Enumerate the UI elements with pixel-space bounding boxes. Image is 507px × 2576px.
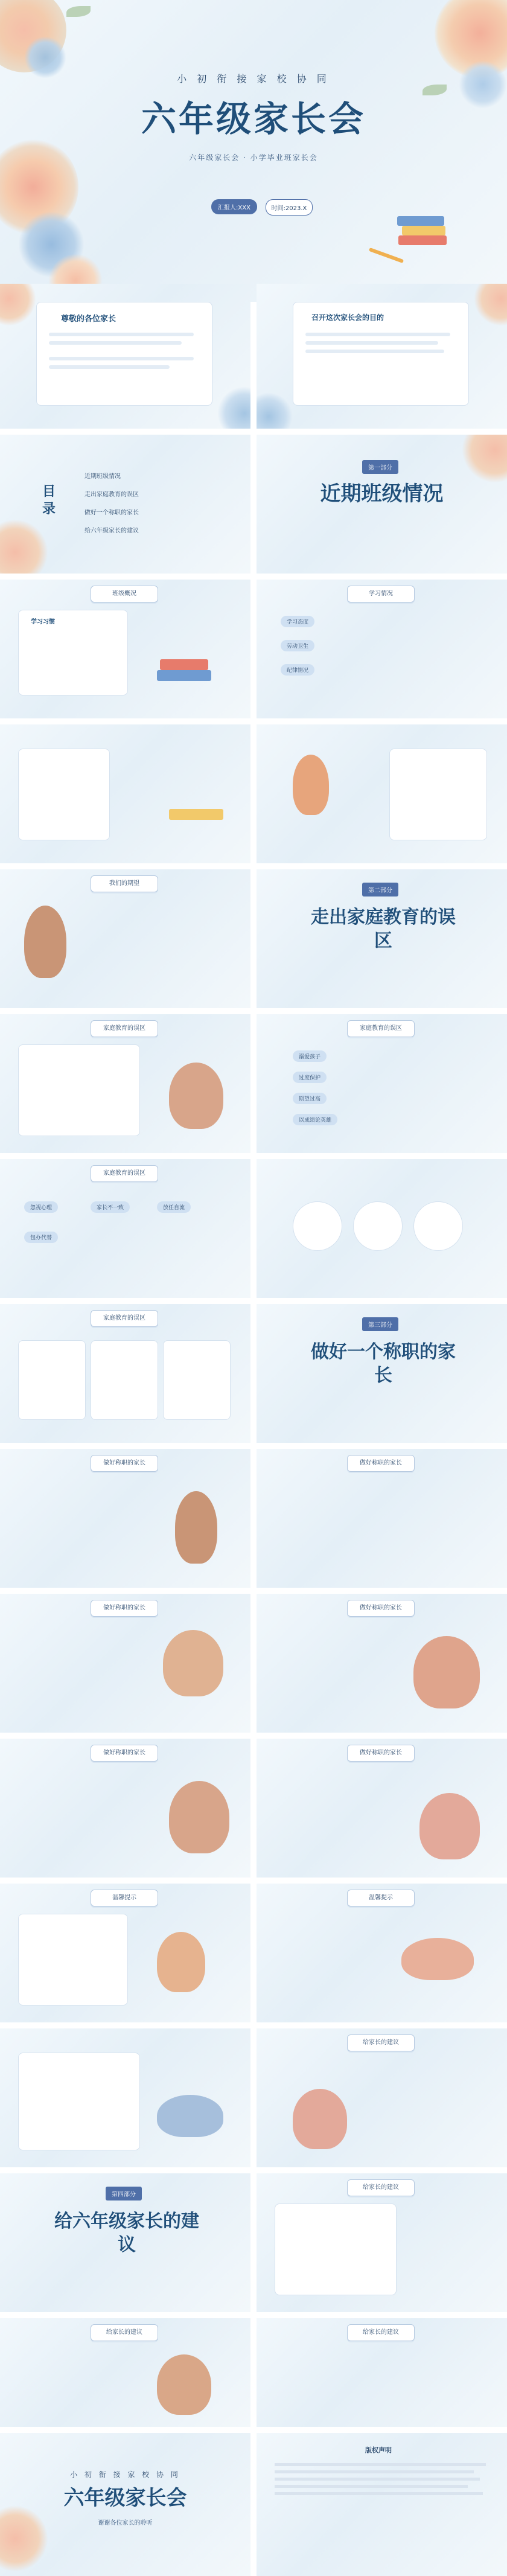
students-crossing-illustration: [157, 2095, 223, 2137]
class-overview-slide: [0, 580, 250, 718]
toc-item-2[interactable]: 走出家庭教育的误区: [84, 491, 139, 498]
section3-slide: [257, 1304, 507, 1443]
good-parent-banner: 做好称职的家长: [347, 1600, 415, 1617]
label-discipline: 纪律情况: [281, 664, 314, 676]
good-parent-banner: 做好称职的家长: [91, 1455, 158, 1472]
student-illustration: [157, 2354, 211, 2415]
text-line: [275, 2470, 474, 2473]
section4-title: 给六年级家长的建议: [54, 2211, 199, 2255]
student-illustration: [293, 755, 329, 815]
flower-decoration: [217, 386, 250, 429]
our-hopes-banner: 我们的期望: [91, 875, 158, 892]
good-parent-slide-5: [0, 1739, 250, 1878]
text-line: [49, 333, 194, 336]
warm-tips-slide-3: [0, 2028, 250, 2167]
misconception-item: 包办代替: [24, 1232, 58, 1243]
misconception-slide-4: [257, 1159, 507, 1298]
text-line: [49, 341, 182, 345]
books-illustration: [169, 809, 223, 820]
misconceptions-banner: 家庭教育的误区: [91, 1020, 158, 1037]
good-parent-banner: 做好称职的家长: [91, 1600, 158, 1617]
misconception-item: 放任自流: [157, 1201, 191, 1213]
toc-label: 目录: [42, 484, 56, 517]
misconceptions-banner: 家庭教育的误区: [347, 1020, 415, 1037]
parent-child-illustration: [413, 1636, 480, 1708]
books-illustration: [397, 216, 444, 226]
flower-decoration: [0, 519, 48, 574]
welcome-heading: 尊敬的各位家长: [61, 315, 116, 324]
suggestions-slide-3: [0, 2318, 250, 2427]
misconception-card: [18, 1340, 86, 1420]
tips-card: [18, 1914, 128, 2006]
books-illustration: [157, 670, 211, 681]
date-pill: 时间:2023.X: [266, 199, 313, 216]
good-parent-banner: 做好称职的家长: [347, 1745, 415, 1762]
good-parent-banner: 做好称职的家长: [347, 1455, 415, 1472]
section2-slide: [257, 869, 507, 1008]
misconception-slide-3: [0, 1159, 250, 1298]
pencil-icon: [369, 248, 404, 263]
circle-card: [413, 1201, 463, 1251]
misconception-card: [18, 1044, 140, 1136]
study-habits-label: 学习习惯: [31, 619, 55, 625]
suggestions-banner: 给家长的建议: [91, 2324, 158, 2341]
hopes-card: [18, 749, 110, 840]
text-line: [275, 2478, 480, 2481]
family-illustration: [169, 1781, 229, 1853]
circle-card: [293, 1201, 342, 1251]
misconception-item: 家长不一致: [91, 1201, 130, 1213]
flower-decoration: [474, 284, 507, 326]
family-illustration: [169, 1063, 223, 1129]
overview-card: [18, 610, 128, 695]
ending-title: 六年级家长会: [63, 2486, 187, 2510]
warm-tips-slide-2: [257, 1884, 507, 2022]
ending-thanks: 谢谢各位家长的聆听: [98, 2520, 153, 2526]
copyright-slide: [257, 2433, 507, 2576]
suggestions-slide-1: [257, 2028, 507, 2167]
label-labor: 劳动卫生: [281, 640, 314, 651]
text-line: [275, 2485, 468, 2488]
misconception-item: 期望过高: [293, 1093, 327, 1104]
good-parent-slide-2: [257, 1449, 507, 1588]
hopes2-slide: [257, 724, 507, 863]
learning-banner: 学习情况: [347, 586, 415, 602]
misconception-item: 过度保护: [293, 1072, 327, 1083]
section3-title: 做好一个称职的家长: [311, 1341, 456, 1386]
warm-tips-banner: 温馨提示: [347, 1890, 415, 1906]
misconception-item: 溺爱孩子: [293, 1050, 327, 1062]
welcome-slide: [0, 284, 250, 429]
hopes2-card: [389, 749, 487, 840]
flower-decoration: [257, 392, 293, 429]
text-line: [305, 341, 438, 345]
text-line: [275, 2463, 486, 2466]
toc-item-3[interactable]: 做好一个称职的家长: [84, 510, 139, 516]
ending-subtitle-top: 小 初 衔 接 家 校 协 同: [70, 2470, 180, 2479]
section1-tag: 第一部分: [362, 460, 398, 474]
purpose-heading: 召开这次家长会的目的: [311, 313, 384, 322]
suggestions-banner: 给家长的建议: [347, 2034, 415, 2051]
misconceptions-banner: 家庭教育的误区: [91, 1165, 158, 1182]
text-line: [275, 2492, 483, 2495]
copyright-heading: 版权声明: [365, 2446, 392, 2454]
toc-slide: [0, 435, 250, 574]
reporter-pill: 汇报人:XXX: [211, 199, 257, 214]
good-parent-slide-4: [257, 1594, 507, 1733]
teacher-illustration: [175, 1491, 217, 1564]
text-line: [49, 365, 170, 369]
section1-title: 近期班级情况: [320, 482, 444, 506]
cover-subtitle: 六年级家长会 · 小学毕业班家长会: [189, 153, 318, 162]
label-study-habits: 学习态度: [281, 616, 314, 627]
section3-tag: 第三部分: [362, 1317, 398, 1331]
misconception-item: 忽视心理: [24, 1201, 58, 1213]
misconception-card: [163, 1340, 231, 1420]
flower-decoration: [462, 435, 507, 483]
toc-item-1[interactable]: 近期班级情况: [84, 473, 121, 480]
misconception-item: 以成绩论英雄: [293, 1114, 337, 1125]
flower-decoration: [0, 2505, 48, 2572]
suggestions-banner: 给家长的建议: [347, 2179, 415, 2196]
cover-title: 六年级家长会: [141, 98, 366, 139]
books-illustration: [402, 226, 445, 235]
section4-tag: 第四部分: [106, 2187, 142, 2200]
good-parent-slide-3: [0, 1594, 250, 1733]
circle-card: [353, 1201, 403, 1251]
good-parent-slide-6: [257, 1739, 507, 1878]
hopes-slide: [0, 724, 250, 863]
books-illustration: [398, 235, 447, 245]
reading-child-illustration: [401, 1938, 474, 1980]
good-parent-banner: 做好称职的家长: [91, 1745, 158, 1762]
flower-decoration: [0, 284, 36, 326]
welcome-card: [36, 302, 212, 406]
misconception-slide-1: [0, 1014, 250, 1153]
teacher-illustration: [24, 906, 66, 978]
misconception-card: [91, 1340, 158, 1420]
cover-slide: [0, 0, 507, 302]
class-overview-banner: 班级概况: [91, 586, 158, 602]
warm-tips-banner: 温馨提示: [91, 1890, 158, 1906]
suggestions-slide-2: [257, 2173, 507, 2312]
text-line: [305, 350, 444, 353]
text-line: [305, 333, 450, 336]
learning-slide: [257, 580, 507, 718]
ending-slide: [0, 2433, 250, 2576]
leaf-decoration: [66, 6, 91, 17]
suggestions-banner: 给家长的建议: [347, 2324, 415, 2341]
parent-child-illustration: [419, 1793, 480, 1859]
good-parent-slide-1: [0, 1449, 250, 1588]
suggestions-slide-4: [257, 2318, 507, 2427]
purpose-slide: [257, 284, 507, 429]
section1-slide: [257, 435, 507, 574]
tips-card: [18, 2053, 140, 2150]
misconceptions-banner: 家庭教育的误区: [91, 1310, 158, 1327]
parent-child-illustration: [293, 2089, 347, 2149]
our-hopes-slide: [0, 869, 250, 1008]
misconception-slide-2: [257, 1014, 507, 1153]
warm-tips-slide-1: [0, 1884, 250, 2022]
section4-slide: [0, 2173, 250, 2312]
cover-subtitle-top: 小 初 衔 接 家 校 协 同: [177, 73, 330, 85]
purpose-card: [293, 302, 469, 406]
section2-title: 走出家庭教育的误区: [311, 907, 456, 951]
books-illustration: [160, 659, 208, 670]
suggestions-card: [275, 2204, 397, 2295]
child-illustration: [157, 1932, 205, 1992]
misconception-slide-5: [0, 1304, 250, 1443]
toc-item-4[interactable]: 给六年级家长的建议: [84, 528, 139, 534]
text-line: [49, 357, 194, 360]
students-illustration: [163, 1630, 223, 1696]
section2-tag: 第二部分: [362, 883, 398, 896]
